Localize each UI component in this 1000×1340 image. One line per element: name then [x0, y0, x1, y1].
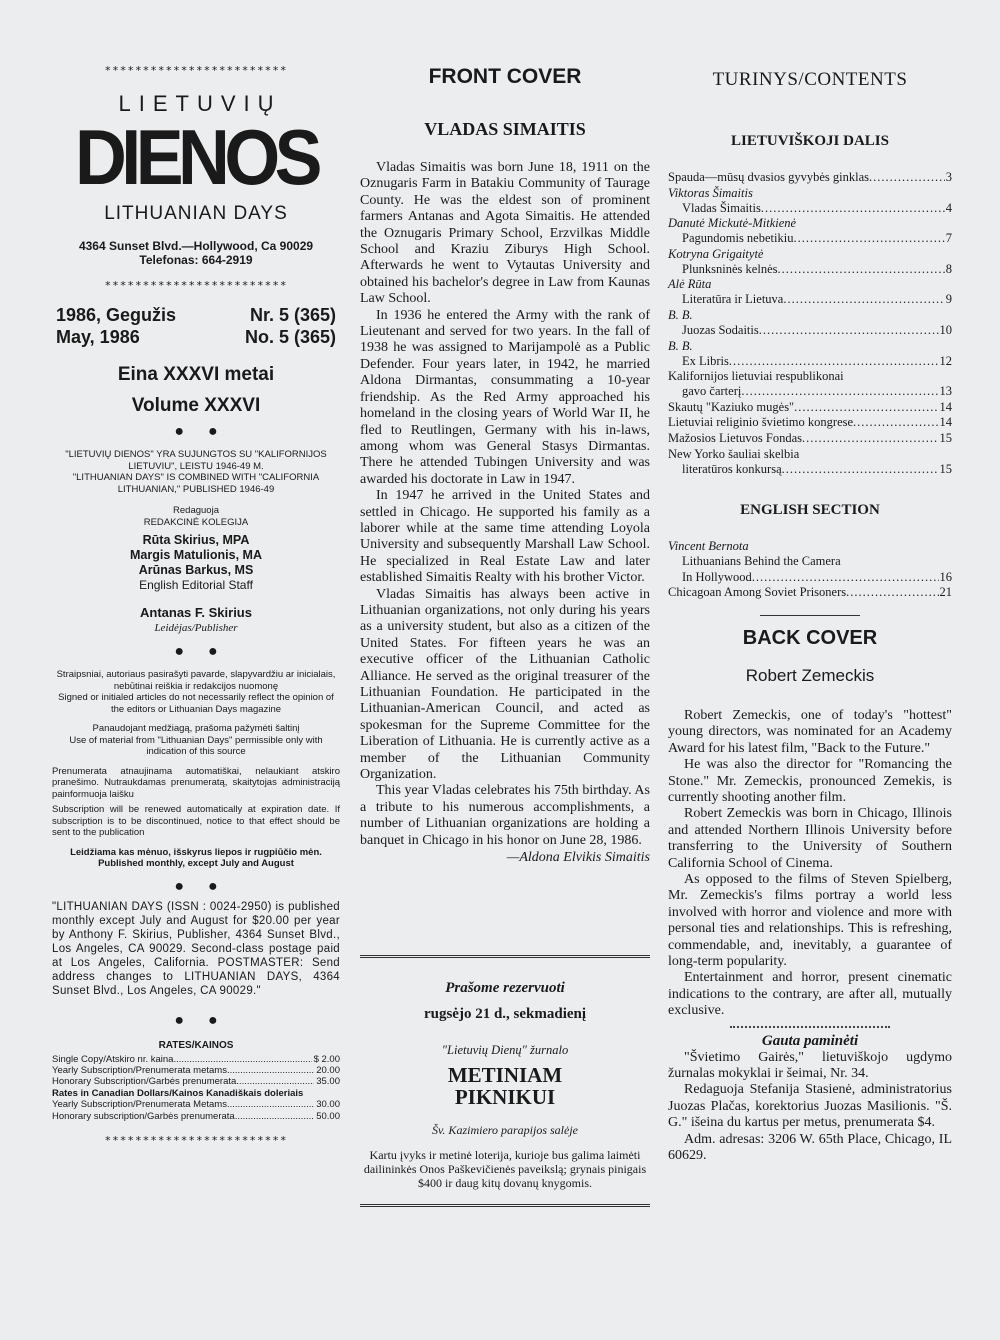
article-paragraph: Vladas Simaitis was born June 18, 1911 on the Oznugaris Farm in Batakiu Community of Taurage County. He was the eldest son of prominent farmers Antanas and Agota Simaitis. He attended the Oznugaris Primary School, Erzvilkas Middle School and Kraziu Ziburys High School. Afterwards he went to Vytautas University and obtained his bachelor's degree in Law from Kaunas Law School.	[360, 160, 650, 307]
volume-line: Volume XXXVI	[131, 395, 261, 416]
toc-entry[interactable]: Juozas Sodaitis ..... 10	[668, 323, 952, 339]
article-paragraph: Entertainment and horror, present cinematic indications to the contrary, are after all, mutually exclusive.	[668, 970, 952, 1019]
editor-3: Arūnas Barkus, MS	[138, 563, 254, 577]
toc-entry-line1[interactable]: Lithuanians Behind the Camera	[682, 554, 841, 569]
gauta-paragraph: Redaguoja Stefanija Stasienė, administratorius Juozas Plačas, korektorius Juozas Masilionis. "Š. G." išeina du kartus per metus, prenumerata $4.	[668, 1082, 952, 1131]
renewal-notice-lt: Prenumerata atnaujinama automatiškai, nelaukiant atskiro pranešimo. Nutraukdamas prenumeratą, skaitytojas administraciją painformuoja laišku	[52, 765, 340, 800]
bullet-divider: ●●	[174, 423, 242, 440]
toc-author: Kotryna Grigaitytė	[668, 246, 764, 261]
lt-contents-list	[668, 170, 952, 477]
star-divider: ************************	[104, 279, 288, 292]
back-cover-article	[668, 708, 952, 1020]
back-cover-subject: Robert Zemeckis	[745, 665, 875, 685]
gauta-paragraph: "Švietimo Gairės," lietuviškojo ugdymo žurnalas mokyklai ir šeimai, Nr. 34.	[668, 1049, 952, 1082]
masthead-column	[52, 0, 340, 1147]
picnic-bottom-rule	[360, 1204, 650, 1209]
rates-title: RATES/KAINOS	[158, 1039, 234, 1051]
english-staff: English Editorial Staff	[139, 578, 253, 592]
toc-author: B. B.	[668, 307, 693, 322]
back-cover-heading: BACK COVER	[742, 626, 878, 649]
metai-line: Eina XXXVI metai	[117, 364, 275, 385]
gauta-heading: Gauta paminėti	[761, 1032, 859, 1049]
issue-row-en	[52, 326, 340, 348]
publisher-name: Antanas F. Skirius	[140, 605, 252, 620]
article-paragraph: Robert Zemeckis was born in Chicago, Illinois and attended Northern Illinois University before transferring to the University of Southern California School of Cinema.	[668, 806, 952, 871]
toc-entry-line1[interactable]: New Yorko šauliai skelbia	[668, 446, 800, 461]
issue-date-lt: 1986, Gegužis	[56, 305, 177, 325]
gauta-notice	[668, 1050, 952, 1165]
picnic-prasome: Prašome rezervuoti	[445, 980, 565, 997]
star-divider: ************************	[104, 64, 288, 77]
picnic-details: Kartu įvyks ir metinė loterija, kurioje bus galima laimėti dailininkės Onos Paškevičienės paveikslą; grynais pinigais $400 ir daug kitų dovanų knygomis.	[363, 1148, 647, 1191]
picnic-date: rugsėjo 21 d., sekmadienį	[423, 1006, 587, 1023]
toc-entry[interactable]: Lietuviai religinio švietimo kongrese ..... 14	[668, 415, 952, 431]
picnic-zurnalo: "Lietuvių Dienų" žurnalo	[441, 1043, 569, 1058]
bullet-divider: ●●	[174, 1011, 242, 1029]
phone: Telefonas: 664-2919	[139, 253, 253, 267]
publisher-title: Leidėjas/Publisher	[154, 622, 238, 634]
article-paragraph: Robert Zemeckis, one of today's "hottest" young directors, was nominated for an Academy Award for his latest film, "Back to the Future."	[668, 707, 952, 756]
picnic-place: Šv. Kazimiero parapijos salėje	[432, 1123, 578, 1138]
toc-entry-line1[interactable]: Kalifornijos lietuviai respublikonai	[668, 369, 844, 384]
dienos-title: DIENOS	[74, 113, 318, 201]
renewal-notice-en: Subscription will be renewed automatically at expiration date. If subscription is to be discontinued, notice to that effect should be sent to the publication	[52, 804, 340, 838]
picnic-metiniam: METINIAM	[447, 1063, 563, 1088]
article-paragraph: This year Vladas celebrates his 75th birthday. As a tribute to his numerous accomplishments, a number of Lithuanian organizations are holding a banquet in Chicago in his honor on June 28, 1986.	[360, 783, 650, 848]
en-section-heading: ENGLISH SECTION	[740, 502, 880, 519]
redaguoja-label: Redaguoja	[173, 505, 219, 516]
toc-author: Vincent Bernota	[668, 539, 749, 554]
rate-row: Single Copy/Atskiro nr. kaina ..... $ 2.00	[52, 1054, 340, 1065]
issue-date-en: May, 1986	[56, 327, 140, 347]
toc-entry[interactable]: Vladas Šimaitis ..... 4	[668, 201, 952, 217]
monthly-notice-lt: Leidžiama kas mėnuo, išskyrus liepos ir rugpiūčio mėn.	[70, 846, 322, 858]
rate-row: Yearly Subscription/Prenumerata metams ..... 20.00	[52, 1065, 340, 1076]
gauta-paragraph: Adm. adresas: 3206 W. 65th Place, Chicago, IL 60629.	[668, 1131, 952, 1164]
rates-canada-title: Rates in Canadian Dollars/Kainos Kanadiškais doleriais	[52, 1087, 304, 1099]
issn-statement: "LITHUANIAN DAYS (ISSN : 0024-2950) is published monthly except July and August for $20.00 per year by Anthony F. Skirius, Publisher, 4364 Sunset Blvd., Los Angeles, CA 90029. Second-class postage paid at Los Angeles, California. POSTMASTER: Send address changes to LITHUANIAN DAYS, 4364 Sunset Blvd., Los Angeles, CA 90029."	[52, 900, 340, 997]
toc-entry[interactable]: Chicagoan Among Soviet Prisoners ..... 21	[668, 585, 952, 601]
toc-author: Danutė Mickutė-Mitkienė	[668, 216, 797, 231]
section-divider	[730, 1026, 890, 1028]
contents-heading: TURINYS/CONTENTS	[712, 69, 908, 90]
toc-entry[interactable]: gavo čarterį ..... 13	[668, 384, 952, 400]
editor-1: Rūta Skirius, MPA	[142, 533, 250, 547]
contents-column	[668, 0, 952, 1164]
bullet-divider: ●●	[174, 643, 242, 660]
rates-table	[52, 1054, 340, 1122]
toc-entry[interactable]: In Hollywood ..... 16	[668, 570, 952, 586]
toc-entry[interactable]: Plunksninės kelnės ..... 8	[668, 262, 952, 278]
address: 4364 Sunset Blvd.—Hollywood, Ca 90029	[78, 239, 314, 253]
kolegija-label: REDAKCINĖ KOLEGIJA	[143, 516, 249, 528]
monthly-notice-en: Published monthly, except July and August	[98, 858, 294, 869]
section-divider	[760, 615, 860, 616]
material-notice-en: Use of material from "Lithuanian Days" permissible only with indication of this source	[69, 734, 323, 757]
front-cover-column	[360, 0, 650, 1209]
combined-notice-lt: "LIETUVIŲ DIENOS" YRA SUJUNGTOS SU "KALIFORNIJOS LIETUVIU", LEISTU 1946-49 M.	[65, 449, 327, 472]
toc-entry[interactable]: Literatūra ir Lietuva ..... 9	[668, 292, 952, 308]
picnic-piknikui: PIKNIKUI	[454, 1085, 556, 1110]
star-divider: ************************	[104, 1133, 288, 1147]
front-cover-heading: FRONT COVER	[428, 65, 582, 88]
combined-notice-en: "LITHUANIAN DAYS" IS COMBINED WITH "CALIFORNIA LITHUANIAN," PUBLISHED 1946-49	[72, 472, 320, 495]
rate-row: Yearly Subscription/Prenumerata Metams ..... 30.00	[52, 1099, 340, 1110]
disclaimer-lt: Straipsniai, autoriaus pasirašyti pavarde, slapyvardžiu ar inicialais, nebūtinai reiškia ir redakcijos nuomonę	[56, 669, 336, 692]
disclaimer-en: Signed or initialed articles do not necessarily reflect the opinion of the editors or Lithuanian Days magazine	[58, 692, 334, 715]
rate-row: Honorary subscription/Garbės prenumerata ..... 50.00	[52, 1111, 340, 1122]
article-paragraph: As opposed to the films of Steven Spielberg, Mr. Zemeckis's films portray a world less involved with horror and violence and more with personal ties and relationships. This is refreshing, commendable, and, inevitably, a guarantee of long-term popularity.	[668, 871, 952, 969]
front-cover-article	[360, 160, 650, 849]
issue-number-en: No. 5 (365)	[244, 327, 336, 347]
lietuviu-title: LIETUVIŲ	[118, 91, 282, 116]
editor-2: Margis Matulionis, MA	[130, 548, 262, 562]
lt-section-heading: LIETUVIŠKOJI DALIS	[731, 133, 889, 149]
toc-entry[interactable]: Spauda—mūsų dvasios gyvybės ginklas ..... 3	[668, 170, 952, 186]
subject-name: VLADAS SIMAITIS	[424, 119, 586, 139]
rate-row: Honorary Subscription/Garbės prenumerata ..... 35.00	[52, 1076, 340, 1087]
toc-entry[interactable]: Mažosios Lietuvos Fondas ..... 15	[668, 431, 952, 447]
en-contents-list	[668, 539, 952, 601]
toc-entry[interactable]: literatūros konkursą ..... 15	[668, 462, 952, 478]
toc-entry[interactable]: Skautų "Kaziuko mugės" ..... 14	[668, 400, 952, 416]
picnic-top-rule	[360, 955, 650, 960]
article-byline: —Aldona Elvikis Simaitis	[506, 850, 650, 866]
issue-number-lt: Nr. 5 (365)	[249, 305, 336, 325]
material-notice-lt: Panaudojant medžiagą, prašoma pažymėti šaltinį	[92, 723, 300, 734]
toc-author: Viktoras Šimaitis	[668, 185, 753, 200]
article-paragraph: Vladas Simaitis has always been active in Lithuanian organizations, not only during his years as a university student, but also as a citizen of the United States. For fifteen years he was an executive officer of the Lithuanian Catholic Alliance. He served as the original treasurer of the Lithuanian Foundation. He participated in the Lithuanian-American Council, and acted as spokesman for the Supreme Committee for the Liberation of Lithuania. He is currently active as a member of the Lithuanian Community Organization.	[360, 586, 650, 783]
article-paragraph: He was also the director for "Romancing the Stone." Mr. Zemeckis, pronounced Zemekis, is currently shooting another film.	[668, 757, 952, 805]
toc-entry[interactable]: Ex Libris ..... 12	[668, 354, 952, 370]
toc-author: B. B.	[668, 338, 693, 353]
article-paragraph: In 1936 he entered the Army with the rank of Lieutenant and served for two years. In the fall of 1938 he was assigned to Marijampolė as a Public Defender. Four years later, in 1942, he married Aldona Dirmantas, consummating a 10-year friendship. As the Red Army approached his homeland in the closing years of World War II, he fled to Reutlingen, Germany with his in-laws, among whom was General Stasys Dirmantas. There he attended Tubingen University and was awarded his doctorate in Law in 1947.	[360, 307, 650, 487]
issue-row-lt	[52, 304, 340, 326]
bullet-divider: ●●	[174, 877, 242, 895]
toc-entry[interactable]: Pagundomis nebetikiu ..... 7	[668, 231, 952, 247]
article-paragraph: In 1947 he arrived in the United States and settled in Chicago. He supported his family as a laborer while at the same time attending Loyola University and subsequently Marshall Law School. He specialized in Real Estate Law and later established Simaitis Realty with his brother Victor.	[360, 488, 650, 586]
toc-author: Alė Rūta	[668, 277, 712, 292]
lithuanian-days-title: LITHUANIAN DAYS	[104, 203, 288, 224]
